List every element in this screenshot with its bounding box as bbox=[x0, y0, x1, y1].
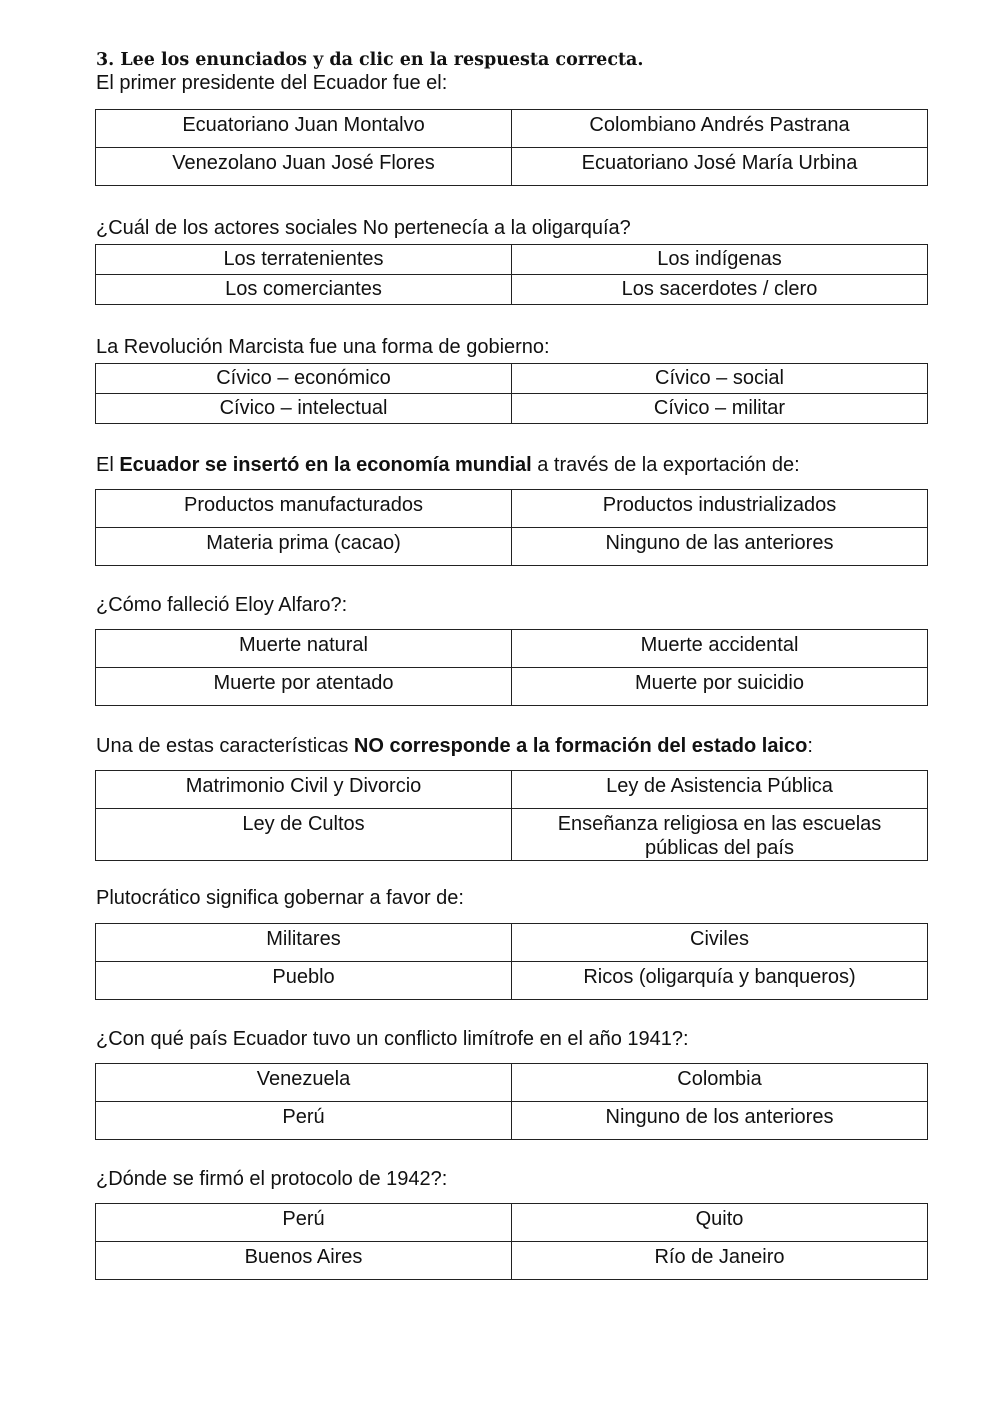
q8-option-c[interactable]: Perú bbox=[96, 1102, 512, 1140]
q2-option-d[interactable]: Los sacerdotes / clero bbox=[512, 275, 928, 305]
question-9-text: ¿Dónde se firmó el protocolo de 1942?: bbox=[96, 1168, 448, 1190]
q7-option-a[interactable]: Militares bbox=[96, 924, 512, 962]
q6-option-d[interactable]: Enseñanza religiosa en las escuelas públicas del país bbox=[512, 809, 928, 861]
q1-option-d[interactable]: Ecuatoriano José María Urbina bbox=[512, 148, 928, 186]
question-3-text: La Revolución Marcista fue una forma de gobierno: bbox=[96, 336, 550, 358]
question-9-options bbox=[95, 1203, 928, 1280]
question-4-text-bold: Ecuador se insertó en la economía mundial bbox=[119, 454, 532, 476]
q7-option-b[interactable]: Civiles bbox=[512, 924, 928, 962]
q8-option-a[interactable]: Venezuela bbox=[96, 1064, 512, 1102]
q3-option-a[interactable]: Cívico – económico bbox=[96, 364, 512, 394]
question-4-options bbox=[95, 489, 928, 566]
q3-option-b[interactable]: Cívico – social bbox=[512, 364, 928, 394]
question-6-text-post: : bbox=[807, 735, 813, 757]
q6-option-b[interactable]: Ley de Asistencia Pública bbox=[512, 771, 928, 809]
q7-option-d[interactable]: Ricos (oligarquía y banqueros) bbox=[512, 962, 928, 1000]
q2-option-a[interactable]: Los terratenientes bbox=[96, 245, 512, 275]
question-8-text: ¿Con qué país Ecuador tuvo un conflicto limítrofe en el año 1941?: bbox=[96, 1028, 689, 1050]
question-6-options bbox=[95, 770, 928, 861]
question-6-text-pre: Una de estas características bbox=[96, 735, 354, 757]
question-6-text-bold: NO corresponde a la formación del estado laico bbox=[353, 735, 808, 757]
q6-option-c[interactable]: Ley de Cultos bbox=[96, 809, 512, 861]
q8-option-d[interactable]: Ninguno de los anteriores bbox=[512, 1102, 928, 1140]
question-7-options bbox=[95, 923, 928, 1000]
q8-option-b[interactable]: Colombia bbox=[512, 1064, 928, 1102]
q5-option-a[interactable]: Muerte natural bbox=[96, 630, 512, 668]
q4-option-b[interactable]: Productos industrializados bbox=[512, 490, 928, 528]
q3-option-c[interactable]: Cívico – intelectual bbox=[96, 394, 512, 424]
question-1-text: El primer presidente del Ecuador fue el: bbox=[96, 72, 448, 94]
question-2-options bbox=[95, 244, 928, 305]
q3-option-d[interactable]: Cívico – militar bbox=[512, 394, 928, 424]
q2-option-b[interactable]: Los indígenas bbox=[512, 245, 928, 275]
q7-option-c[interactable]: Pueblo bbox=[96, 962, 512, 1000]
q1-option-b[interactable]: Colombiano Andrés Pastrana bbox=[512, 110, 928, 148]
question-3-options bbox=[95, 363, 928, 424]
q4-option-d[interactable]: Ninguno de las anteriores bbox=[512, 528, 928, 566]
question-1-options bbox=[95, 109, 928, 186]
question-8-options bbox=[95, 1063, 928, 1140]
question-5-options bbox=[95, 629, 928, 706]
q5-option-d[interactable]: Muerte por suicidio bbox=[512, 668, 928, 706]
q5-option-b[interactable]: Muerte accidental bbox=[512, 630, 928, 668]
question-4-text bbox=[96, 453, 800, 477]
q4-option-c[interactable]: Materia prima (cacao) bbox=[96, 528, 512, 566]
q6-option-a[interactable]: Matrimonio Civil y Divorcio bbox=[96, 771, 512, 809]
q9-option-d[interactable]: Río de Janeiro bbox=[512, 1242, 928, 1280]
worksheet-title: 3. Lee los enunciados y da clic en la respuesta correcta. bbox=[96, 50, 644, 70]
question-2-text: ¿Cuál de los actores sociales No pertenecía a la oligarquía? bbox=[96, 217, 631, 239]
question-7-text: Plutocrático significa gobernar a favor de: bbox=[96, 887, 464, 909]
question-5-text: ¿Cómo falleció Eloy Alfaro?: bbox=[96, 594, 348, 616]
q4-option-a[interactable]: Productos manufacturados bbox=[96, 490, 512, 528]
q2-option-c[interactable]: Los comerciantes bbox=[96, 275, 512, 305]
question-6-text bbox=[96, 734, 813, 758]
question-4-text-post: a través de la exportación de: bbox=[531, 454, 800, 476]
q9-option-c[interactable]: Buenos Aires bbox=[96, 1242, 512, 1280]
q9-option-b[interactable]: Quito bbox=[512, 1204, 928, 1242]
q1-option-c[interactable]: Venezolano Juan José Flores bbox=[96, 148, 512, 186]
q1-option-a[interactable]: Ecuatoriano Juan Montalvo bbox=[96, 110, 512, 148]
q5-option-c[interactable]: Muerte por atentado bbox=[96, 668, 512, 706]
question-4-text-pre: El bbox=[96, 454, 120, 476]
q9-option-a[interactable]: Perú bbox=[96, 1204, 512, 1242]
